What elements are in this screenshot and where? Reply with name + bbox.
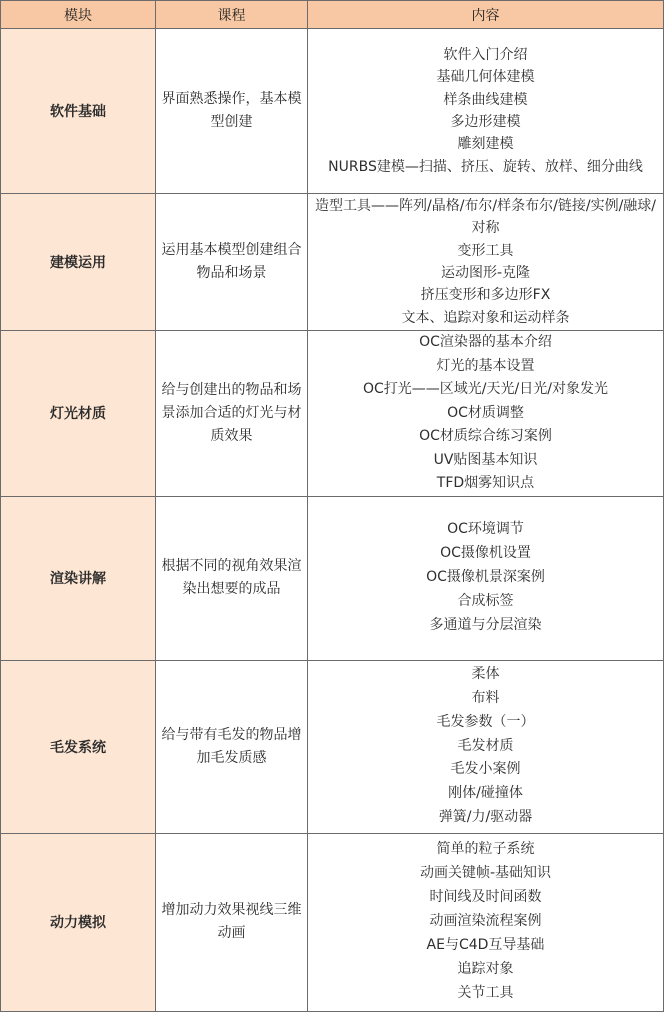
content-item: 多通道与分层渲染 [429, 616, 542, 633]
content-cell [308, 331, 664, 497]
content-item: 弹簧/力/驱动器 [438, 809, 533, 826]
content-item: 运动图形-克隆 [440, 265, 531, 281]
content-item: OC材质综合练习案例 [419, 428, 552, 444]
module-cell: 灯光材质 [1, 331, 156, 497]
content-item: TFD烟雾知识点 [436, 475, 535, 491]
content-item: OC环境调节 [447, 521, 524, 538]
table-row [1, 29, 664, 194]
content-item: 毛发小案例 [450, 761, 521, 778]
course-cell: 给与带有毛发的物品增加毛发质感 [156, 660, 308, 833]
content-item: 多边形建模 [450, 114, 521, 130]
content-item: 动画渲染流程案例 [429, 913, 542, 930]
content-item: NURBS建模—扫描、挤压、旋转、放样、细分曲线 [328, 158, 643, 175]
content-item: 毛发材质 [457, 737, 514, 754]
content-item: 追踪对象 [457, 960, 514, 977]
content-item: 雕刻建模 [457, 136, 514, 153]
content-item: 柔体 [471, 665, 500, 682]
header-module: 模块 [1, 1, 156, 29]
content-item: 关节工具 [457, 984, 514, 1001]
module-cell: 动力模拟 [1, 833, 156, 1011]
content-item: 文本、追踪对象和运动样条 [401, 309, 570, 326]
content-item: 软件入门介绍 [443, 46, 528, 63]
content-item: OC摄像机景深案例 [426, 569, 545, 586]
course-cell: 增加动力效果视线三维动画 [156, 833, 308, 1011]
content-cell [308, 29, 664, 194]
content-cell [308, 660, 664, 833]
content-cell [308, 833, 664, 1011]
content-item: 毛发参数（一） [436, 713, 535, 730]
module-cell: 渲染讲解 [1, 496, 156, 660]
module-cell: 软件基础 [1, 29, 156, 194]
content-item: AE与C4D互导基础 [426, 936, 545, 953]
content-item: 灯光的基本设置 [436, 357, 535, 374]
header-course: 课程 [156, 1, 308, 29]
module-cell: 建模运用 [1, 194, 156, 331]
content-item: OC渲染器的基本介绍 [419, 334, 552, 350]
table-row [1, 660, 664, 833]
table-row [1, 833, 664, 1011]
content-item: 刚体/碰撞体 [448, 785, 523, 802]
content-item: 简单的粒子系统 [436, 841, 535, 858]
table-header-row [1, 1, 664, 29]
content-item: OC打光——区域光/天光/日光/对象发光 [363, 381, 608, 397]
content-item: 基础几何体建模 [436, 69, 535, 86]
content-cell [308, 194, 664, 331]
course-cell: 界面熟悉操作，基本模型创建 [156, 29, 308, 194]
content-item: 造型工具——阵列/晶格/布尔/样条布尔/链接/实例/融球/对称 [314, 198, 657, 237]
table-row [1, 496, 664, 660]
content-item: 变形工具 [457, 242, 514, 259]
content-item: 挤压变形和多边形FX [420, 287, 551, 304]
content-item: OC材质调整 [447, 404, 524, 421]
content-item: OC摄像机设置 [440, 545, 531, 562]
content-item: UV贴图基本知识 [433, 451, 538, 468]
content-item: 样条曲线建模 [443, 91, 528, 108]
content-item: 布料 [471, 689, 500, 706]
content-cell [308, 496, 664, 660]
course-cell: 运用基本模型创建组合物品和场景 [156, 194, 308, 331]
course-cell: 根据不同的视角效果渲染出想要的成品 [156, 496, 308, 660]
content-item: 时间线及时间函数 [429, 889, 542, 906]
header-content: 内容 [308, 1, 664, 29]
content-item: 合成标签 [457, 592, 514, 609]
course-cell: 给与创建出的物品和场景添加合适的灯光与材质效果 [156, 331, 308, 497]
table-row [1, 194, 664, 331]
table-row [1, 331, 664, 497]
content-item: 动画关键帧-基础知识 [419, 865, 552, 882]
module-cell: 毛发系统 [1, 660, 156, 833]
